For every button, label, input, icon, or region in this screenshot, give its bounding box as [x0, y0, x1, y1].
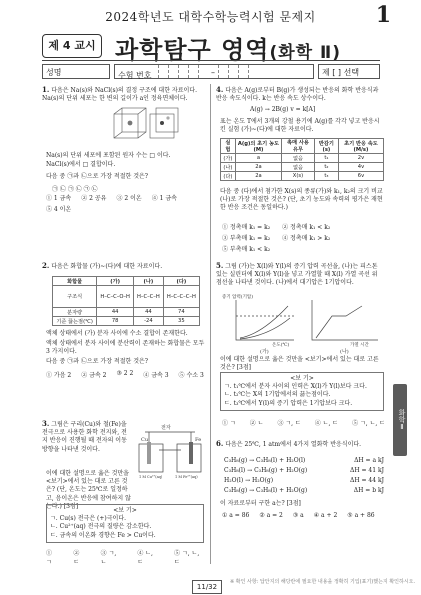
q2-cell-1-2: 44 — [134, 308, 164, 317]
q2-structure-a: H–C–C–O–H — [97, 286, 134, 308]
q4-cell-2-2: X(s) — [282, 172, 315, 181]
q2-th-0: 화합물 — [53, 277, 97, 286]
exam-number-label: 수험 번호 — [118, 71, 152, 80]
q5-text: 그림 (가)는 X(l)와 Y(l)의 증기 압력 곡선을, (나)는 피스톤 있는 실린더에 X(l)와 Y(l)을 넣고 가열할 때 X(l) 가열 곡선 위 점선을 나타낸 것이다. (나)에서 대기압은 1기압이다. — [216, 263, 378, 287]
q3-option-2[interactable]: ② ㄷ — [73, 550, 80, 566]
q4-option-1[interactable]: ① 정촉매 k₁ = k₂ — [222, 224, 271, 231]
footer-note: ※ 확인 사항: 답안지의 해당란에 필요한 내용을 정확히 기입(표기)했는지 확인하시오. — [230, 579, 416, 585]
q2-cell-1-0: 분자량 — [53, 308, 97, 317]
q1-option-1[interactable]: ① 1 금속 — [46, 195, 72, 202]
q4-cell-0-4: 2v — [338, 154, 383, 163]
q3-option-1[interactable]: ① ㄱ — [46, 550, 53, 566]
q2-bullet-1: 액체 상태에서 (가) 분자 사이에 수소 결합이 존재한다. — [46, 330, 188, 337]
question-4 — [216, 86, 384, 103]
choice-label: 제 [ ] 선택 — [322, 68, 360, 77]
q1-bullet-1: Na(s)의 단위 세포에 포함된 원자 수는 □ 이다. — [46, 152, 171, 159]
q5-fig-a: (가) — [260, 349, 269, 354]
q2-number: 2. — [42, 261, 50, 270]
q2-cell-2-2: -24 — [134, 317, 164, 326]
q3-bogi — [46, 504, 204, 543]
q4-text-2: 표는 온도 T에서 3개의 강철 용기에 A(g)를 각각 넣고 반응시킨 실험 (가)~(다)에 대한 자료이다. — [220, 118, 380, 134]
q2-option-4[interactable]: ④ 금속 3 — [143, 372, 169, 379]
q6-option-3[interactable]: ③ a — [292, 512, 304, 519]
question-5 — [216, 262, 384, 288]
q5-prompt: 이에 대한 설명으로 옳은 것만을 <보기>에서 있는 대로 고른 것은? [3점] — [220, 356, 379, 372]
q3-fig-fe-solution: 1 M Fe²⁺(aq) — [175, 475, 198, 479]
question-3 — [42, 420, 132, 454]
q2-th-1: (가) — [97, 277, 134, 286]
q4-cell-0-1: a — [235, 154, 281, 163]
q2-option-3[interactable]: ③ 2 2 — [116, 370, 134, 377]
q1-text: 다음은 Na(s)와 NaCl(s)의 결정 구조에 대한 자료이다. Na(s)의 단위 세포는 한 변의 길이가 a인 정육면체이다. — [42, 87, 198, 103]
q6-option-2[interactable]: ② a = 2 — [259, 512, 283, 519]
q4-cell-1-0: (나) — [221, 163, 236, 172]
q5-fig-time-label: 가열 시간 — [350, 343, 369, 348]
q3-cell-figure — [135, 420, 205, 480]
q6-option-1[interactable]: ① a = 86 — [222, 512, 250, 519]
q5-options — [222, 418, 386, 427]
q4-th-2: 촉매 사용 유무 — [282, 139, 315, 154]
subject-side-tab: 화학Ⅱ — [393, 384, 407, 456]
q5-bogi-1: ㄱ. t₁℃에서 분자 사이의 인력은 X(l)가 Y(l)보다 크다. — [224, 383, 367, 391]
q5-bogi — [220, 372, 384, 411]
q4-number: 4. — [216, 85, 224, 94]
q2-cell-2-1: 78 — [97, 317, 134, 326]
page-footer: 11/32 — [192, 580, 222, 594]
q5-option-1[interactable]: ① ㄱ — [222, 420, 236, 427]
q4-table — [220, 138, 384, 181]
q3-bogi-1: ㄱ. Cu(s) 전극은 (+)극이다. — [50, 515, 127, 523]
q6-text: 다음은 25℃, 1 atm에서 4가지 열화학 반응식이다. — [225, 441, 362, 448]
q5-option-3[interactable]: ③ ㄱ, ㄷ — [277, 420, 301, 427]
q3-options — [46, 548, 206, 566]
q1-option-4[interactable]: ④ 1 금속 — [151, 195, 177, 202]
q5-fig-b: (나) — [340, 349, 349, 354]
q4-th-1: A(g)의 초기 농도(M) — [235, 139, 281, 154]
title-rule — [42, 60, 380, 61]
q5-bogi-2: ㄴ. t₂℃는 X의 1기압에서의 끓는점이다. — [224, 391, 331, 399]
exam-number-field[interactable] — [114, 64, 314, 79]
q4-cell-1-4: 4v — [338, 163, 383, 172]
q2-cell-2-0: 기준 끓는점(℃) — [53, 317, 97, 326]
q4-text-3: 다음 중 (다)에서 첨가한 X(s)의 종류(가)와 k₁, k₂의 크기 비교(나)로 가장 적절한 것은? (단, 초기 농도와 속력의 평가은 재현한 반응 조건은 동일하다.) — [220, 188, 383, 212]
q5-fig-ylabel: 증기 압력(기압) — [222, 295, 254, 300]
q6-reactions — [224, 456, 384, 496]
q3-number: 3. — [42, 419, 50, 428]
q5-option-5[interactable]: ⑤ ㄱ, ㄴ, ㄷ — [352, 420, 386, 427]
question-2 — [42, 262, 204, 271]
q4-cell-2-1: 2a — [235, 172, 281, 181]
q2-cell-2-3: 35 — [163, 317, 199, 326]
q4-cell-1-2: 없음 — [282, 163, 315, 172]
q3-bogi-3: ㄷ. 금속의 이온화 경향은 Fe > Cu이다. — [50, 531, 156, 539]
q5-number: 5. — [216, 261, 224, 270]
q2-th-3: (다) — [163, 277, 199, 286]
q2-options — [46, 370, 206, 379]
q4-text: 다음은 A(g)로부터 B(g)가 생성되는 반응의 화학 반응식과 반응 속도식이다. k는 반응 속도 상수이다. — [216, 87, 379, 103]
q6-reaction-2: C₃H₈(l) → C₃H₈(g) + H₂O(g) ΔH = 41 kJ — [224, 467, 384, 474]
q4-th-4: 초기 반응 속도(M/s) — [338, 139, 383, 154]
subject-name: 과학탐구 영역 — [115, 36, 270, 64]
q3-option-4[interactable]: ④ ㄴ, ㄷ — [137, 550, 153, 566]
q4-option-2[interactable]: ② 정촉매 k₁ < k₂ — [282, 224, 331, 231]
q6-number: 6. — [216, 439, 224, 448]
q1-bullet-2: NaCl(s)에서 □ 결합이다. — [46, 161, 116, 168]
exam-number-dash: – — [211, 68, 216, 77]
q1-options — [46, 193, 206, 213]
q6-prompt: 이 자료로부터 구한 a는? [3점] — [220, 500, 301, 507]
q2-option-1[interactable]: ① 가음 2 — [46, 372, 72, 379]
q4-options — [222, 222, 384, 253]
q4-option-3[interactable]: ③ 부촉매 k₁ = k₂ — [222, 235, 271, 242]
q1-number: 1. — [42, 85, 50, 94]
q2-structure-b: H–C–C–H — [134, 286, 164, 308]
q2-cell-1-3: 74 — [163, 308, 199, 317]
q6-option-5[interactable]: ⑤ a + 86 — [347, 512, 375, 519]
q5-option-4[interactable]: ④ ㄴ, ㄷ — [314, 420, 339, 427]
q4-cell-1-1: 2a — [235, 163, 281, 172]
q4-cell-0-2: 없음 — [282, 154, 315, 163]
session-box: 제 4 교시 — [42, 34, 102, 58]
q6-reaction-3: H₂O(l) → H₂O(g) ΔH = 44 kJ — [224, 477, 384, 484]
q3-prompt: 이에 대한 설명으로 옳은 것만을 <보기>에서 있는 대로 고른 것은? (단, 온도는 25℃로 일정하고, 음이온은 반응에 참여하지 않는다.) [3점] — [46, 470, 131, 510]
q5-option-2[interactable]: ② ㄴ — [249, 420, 264, 427]
q4-cell-2-3: t₃ — [314, 172, 338, 181]
q4-th-0: 실험 — [221, 139, 236, 154]
q2-th-2: (나) — [134, 277, 164, 286]
q5-figure — [222, 294, 382, 354]
subject-sub: (화학 Ⅱ) — [269, 43, 341, 63]
q3-fig-fe-label: Fe — [195, 437, 202, 443]
name-field[interactable] — [42, 64, 110, 79]
q4-cell-2-4: 6v — [338, 172, 383, 181]
q1-option-5[interactable]: ⑤ 4 이온 — [46, 206, 72, 213]
q1-option-2[interactable]: ② 2 공유 — [81, 195, 107, 202]
q2-prompt: 다음 중 ㉠과 ㉡으로 가장 적절한 것은? — [46, 358, 149, 365]
q4-th-3: 반감기(s) — [314, 139, 338, 154]
q3-text: 그림은 구리(Cu)와 철(Fe)을 전극으로 사용한 화학 전지와, 전지 반응이 진행될 때 전자의 이동 방향을 나타낸 것이다. — [42, 421, 127, 453]
q3-fig-electron-label: 전자 — [161, 425, 171, 431]
q4-cell-1-3: t₂ — [314, 163, 338, 172]
q1-crystal-figure — [110, 104, 180, 146]
q2-structure-c: H–C–C–C–H — [163, 286, 199, 308]
exam-number-cells — [158, 65, 258, 80]
q3-bogi-title: <보 기> — [113, 507, 137, 514]
q3-fig-cu-label: Cu — [141, 437, 149, 443]
q3-option-3[interactable]: ③ ㄱ, ㄴ — [100, 550, 117, 566]
q3-option-5[interactable]: ⑤ ㄱ, ㄴ, ㄷ — [174, 550, 200, 566]
q2-table — [52, 276, 200, 326]
q6-reaction-4: C₃H₈(g) → C₃H₈(l) + H₂O(g) ΔH = b kJ — [224, 487, 384, 494]
q2-option-5[interactable]: ⑤ 수소 3 — [178, 372, 204, 379]
q4-cell-0-3: t₁ — [314, 154, 338, 163]
q6-option-4[interactable]: ④ a + 2 — [313, 512, 338, 519]
q2-option-2[interactable]: ② 금속 2 — [81, 372, 107, 379]
q2-bullet-2: 액체 상태에서 분자 사이에 분산력이 존재하는 화합물은 모두 3 가지이다. — [46, 340, 205, 356]
q2-text: 다음은 화합물 (가)~(다)에 대한 자료이다. — [51, 263, 163, 270]
q2-cell-0-0: 구조식 — [53, 286, 97, 308]
q4-cell-2-0: (다) — [221, 172, 236, 181]
question-1 — [42, 86, 204, 103]
exam-title: 2024학년도 대학수학능력시험 문제지 — [105, 10, 316, 24]
q5-bogi-3: ㄷ. t₃℃에서 Y(l)의 증기 압력은 1기압보다 크다. — [224, 399, 353, 407]
question-6 — [216, 440, 384, 449]
q2-cell-1-1: 44 — [97, 308, 134, 317]
q3-bogi-2: ㄴ. Cu²⁺(aq) 전극의 질량은 감소한다. — [50, 523, 152, 531]
q6-reaction-1: C₃H₈(g) → C₃H₈(l) + H₂O(l) ΔH = a kJ — [224, 457, 384, 464]
q4-option-5[interactable]: ⑤ 부촉매 k₁ < k₂ — [222, 246, 271, 253]
name-label: 성명 — [46, 68, 62, 77]
q4-cell-0-0: (가) — [221, 154, 236, 163]
page-number: 1 — [375, 2, 391, 28]
q5-bogi-title: <보 기> — [290, 375, 314, 382]
q1-prompt: 다음 중 ㉠과 ㉡으로 가장 적절한 것은? — [46, 173, 149, 180]
choice-field[interactable] — [318, 64, 380, 79]
q4-equation: A(g) → 2B(g) v = k[A] — [250, 106, 316, 113]
q1-option-header: ㉠ ㉡ ㉠ ㉡ ㉠ ㉡ — [52, 186, 98, 193]
q3-fig-cu-solution: 1 M Cu²⁺(aq) — [139, 475, 163, 479]
q1-option-3[interactable]: ③ 2 이온 — [116, 195, 142, 202]
q4-option-4[interactable]: ④ 정촉매 k₁ > k₂ — [282, 235, 331, 242]
q6-options — [222, 512, 386, 519]
column-divider — [210, 84, 211, 564]
q5-fig-xlabel: 온도(℃) — [272, 343, 290, 348]
